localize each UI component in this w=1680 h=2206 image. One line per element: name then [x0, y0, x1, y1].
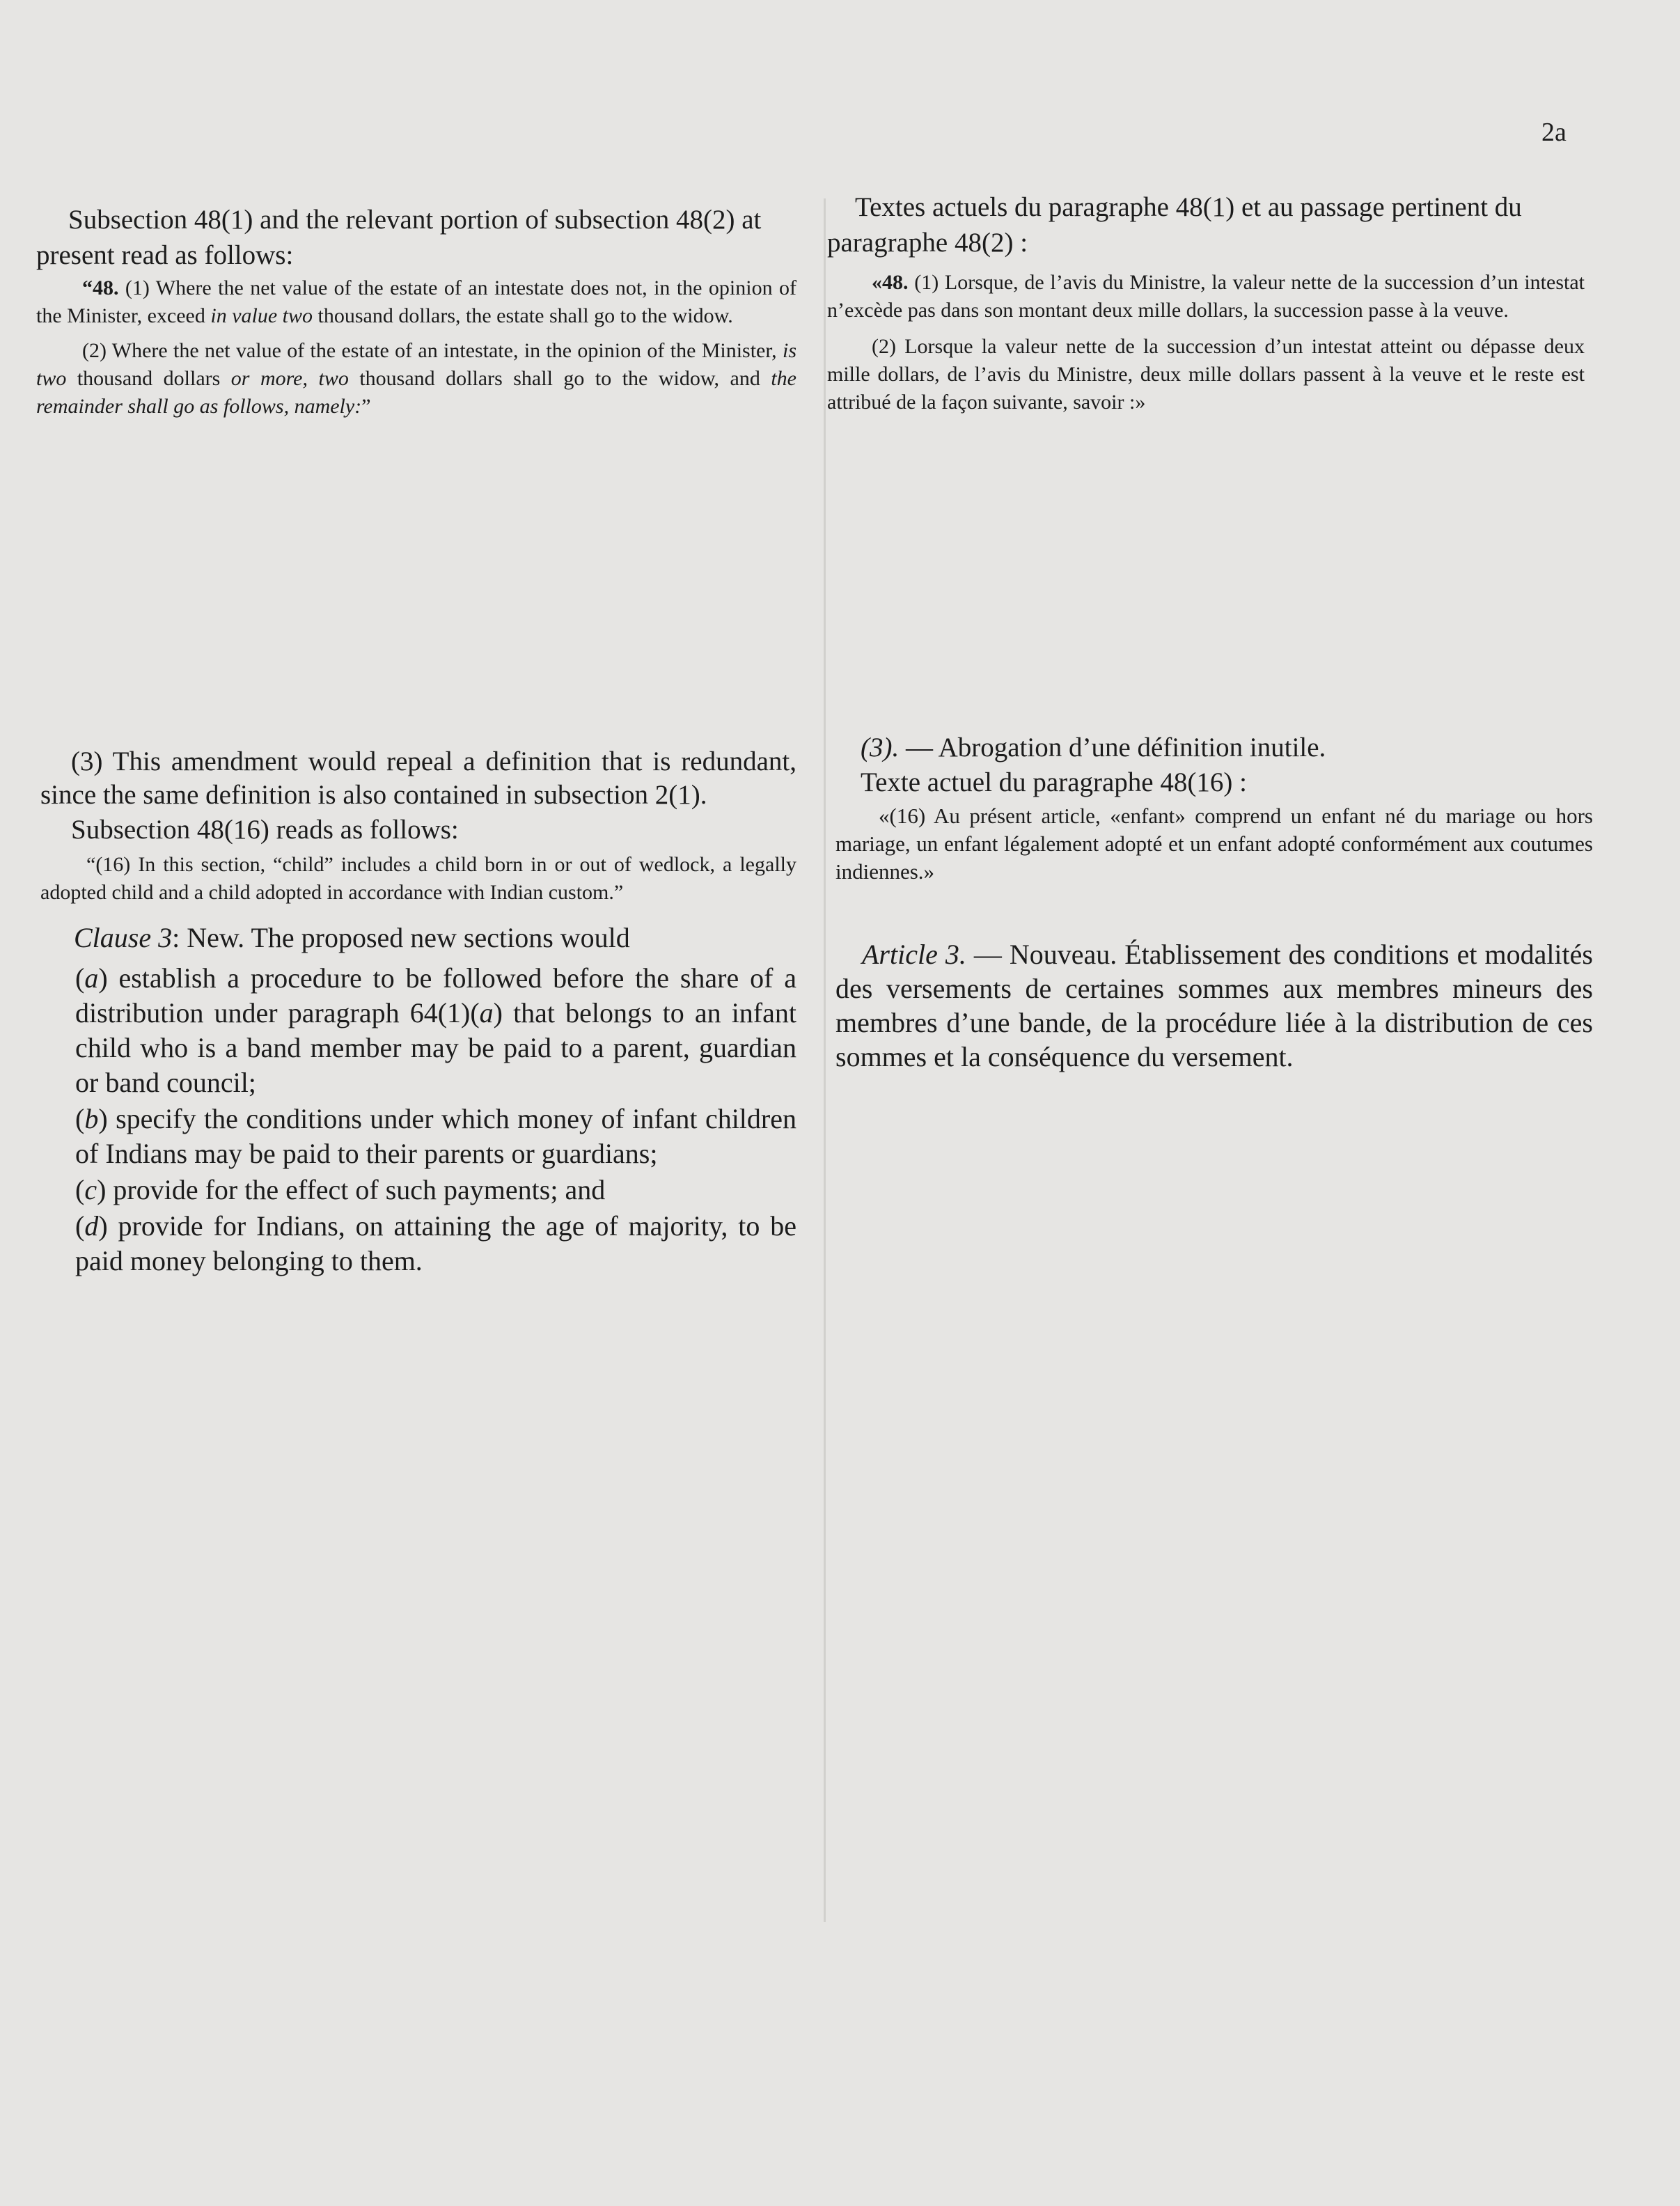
en-item-b [40, 1102, 796, 1171]
en-item-c-pre: ( [75, 1174, 85, 1205]
fr-s48-1-quote [827, 269, 1585, 324]
en-clause-3-text: : New. The proposed new sections would [172, 922, 630, 953]
en-item-a-post2: ) that belongs to an infant child who is a band member may be paid to a parent, guardian or band council; [75, 997, 796, 1098]
fr-s48-intro: Textes actuels du paragraphe 48(1) et au passage pertinent du paragraphe 48(2) : [827, 192, 1522, 258]
fr-note-3-text: — Abrogation d’une définition inutile. [899, 733, 1326, 762]
en-item-a-post: ) establish a procedure to be followed before the share of a distribution under paragraph 64(1)( [75, 962, 796, 1028]
en-clause-3-label: Clause 3 [74, 922, 173, 953]
en-s48-1-quote [36, 274, 796, 330]
fr-note-3 [835, 731, 1593, 765]
en-s48-1-text-b: in value two [210, 304, 313, 327]
en-s48-intro-text: Subsection 48(1) and the relevant portion of subsection 48(2) at present read as follows: [36, 205, 762, 270]
english-column [36, 202, 796, 421]
en-s48-2-text-b: is two [36, 339, 796, 390]
en-item-c [40, 1173, 796, 1207]
fr-article-3 [835, 937, 1593, 1074]
en-item-d-post: ) provide for Indians, on attaining the age of majority, to be paid money belonging to them. [75, 1210, 796, 1276]
fr-note-3-label: (3). [861, 733, 900, 762]
fr-article-3-label: Article 3. [862, 939, 966, 970]
fr-article-3-text: — Nouveau. Établissement des conditions et modalités des versements de certaines sommes aux membres mineurs des membres d’une bande, de la procédure liée à la distribution de ces sommes et la conséquence du versement. [835, 939, 1593, 1072]
en-item-b-letter: b [84, 1103, 99, 1134]
french-column [827, 189, 1585, 416]
en-item-a [40, 961, 796, 1100]
en-s48-intro [36, 202, 796, 273]
en-item-c-letter: c [84, 1174, 97, 1205]
en-s48-1-open: “48. [82, 276, 119, 299]
fr-s48-1-text: (1) Lorsque, de l’avis du Ministre, la valeur nette de la succession d’un intestat n’excède pas dans son montant deux mille dollars, la succession passe à la veuve. [827, 271, 1585, 322]
en-s48-2-text-d: or more, two [230, 367, 349, 390]
en-clause-3 [40, 921, 796, 955]
en-s48-2-quote [36, 337, 796, 421]
en-s48-16-quote: “(16) In this section, “child” includes a child born in or out of wedlock, a legally adopted child and a child adopted in accordance with Indian custom.” [40, 853, 796, 904]
en-s48-2-text-g: ” [361, 395, 371, 418]
english-column-lower [40, 745, 796, 1278]
en-item-b-post: ) specify the conditions under which money of infant children of Indians may be paid to their parents or guardians; [75, 1103, 796, 1169]
en-s48-1-text-c: thousand dollars, the estate shall go to the widow. [313, 304, 733, 327]
en-item-a-pre: ( [75, 962, 85, 994]
en-item-d-pre: ( [75, 1210, 85, 1242]
en-item-b-pre: ( [75, 1103, 85, 1134]
en-s48-2-text-a: (2) Where the net value of the estate of an intestate, in the opinion of the Minister, [82, 339, 783, 362]
en-s48-16-intro: Subsection 48(16) reads as follows: [71, 815, 459, 845]
en-s48-2-text-c: thousand dollars [66, 367, 231, 390]
fr-s48-2-quote: (2) Lorsque la valeur nette de la succession d’un intestat atteint ou dépasse deux mille dollars, de l’avis du Ministre, deux mille dollars passent à la veuve et le reste est attribué de la façon suivante, savoir :» [827, 335, 1585, 414]
en-s48-1-text-a: (1) Where the net value of the estate of an intestate does not, in the opinion of the Minister, exceed [36, 276, 796, 327]
en-note-3: (3) This amendment would repeal a definition that is redundant, since the same definition is also contained in subsection 2(1). [40, 746, 796, 810]
en-item-d [40, 1209, 796, 1278]
french-column-lower [835, 731, 1593, 1074]
fr-s48-1-open: «48. [872, 271, 909, 294]
page-number: 2a [1541, 118, 1567, 147]
en-s48-2-text-e: thousand dollars shall go to the widow, and [348, 367, 771, 390]
fr-s48-16-quote: «(16) Au présent article, «enfant» comprend un enfant né du mariage ou hors mariage, un enfant légalement adopté et un enfant adopté conformément aux coutumes indiennes.» [835, 804, 1593, 884]
en-s48-2-text-f: the remainder shall go as follows, namely: [36, 367, 796, 418]
en-item-a-letter2: a [479, 997, 494, 1028]
en-item-c-post: ) provide for the effect of such payments; and [97, 1174, 606, 1205]
en-item-d-letter: d [84, 1210, 99, 1242]
column-divider [824, 198, 826, 1922]
en-item-a-letter: a [84, 962, 99, 994]
fr-s48-16-intro: Texte actuel du paragraphe 48(16) : [861, 767, 1247, 797]
